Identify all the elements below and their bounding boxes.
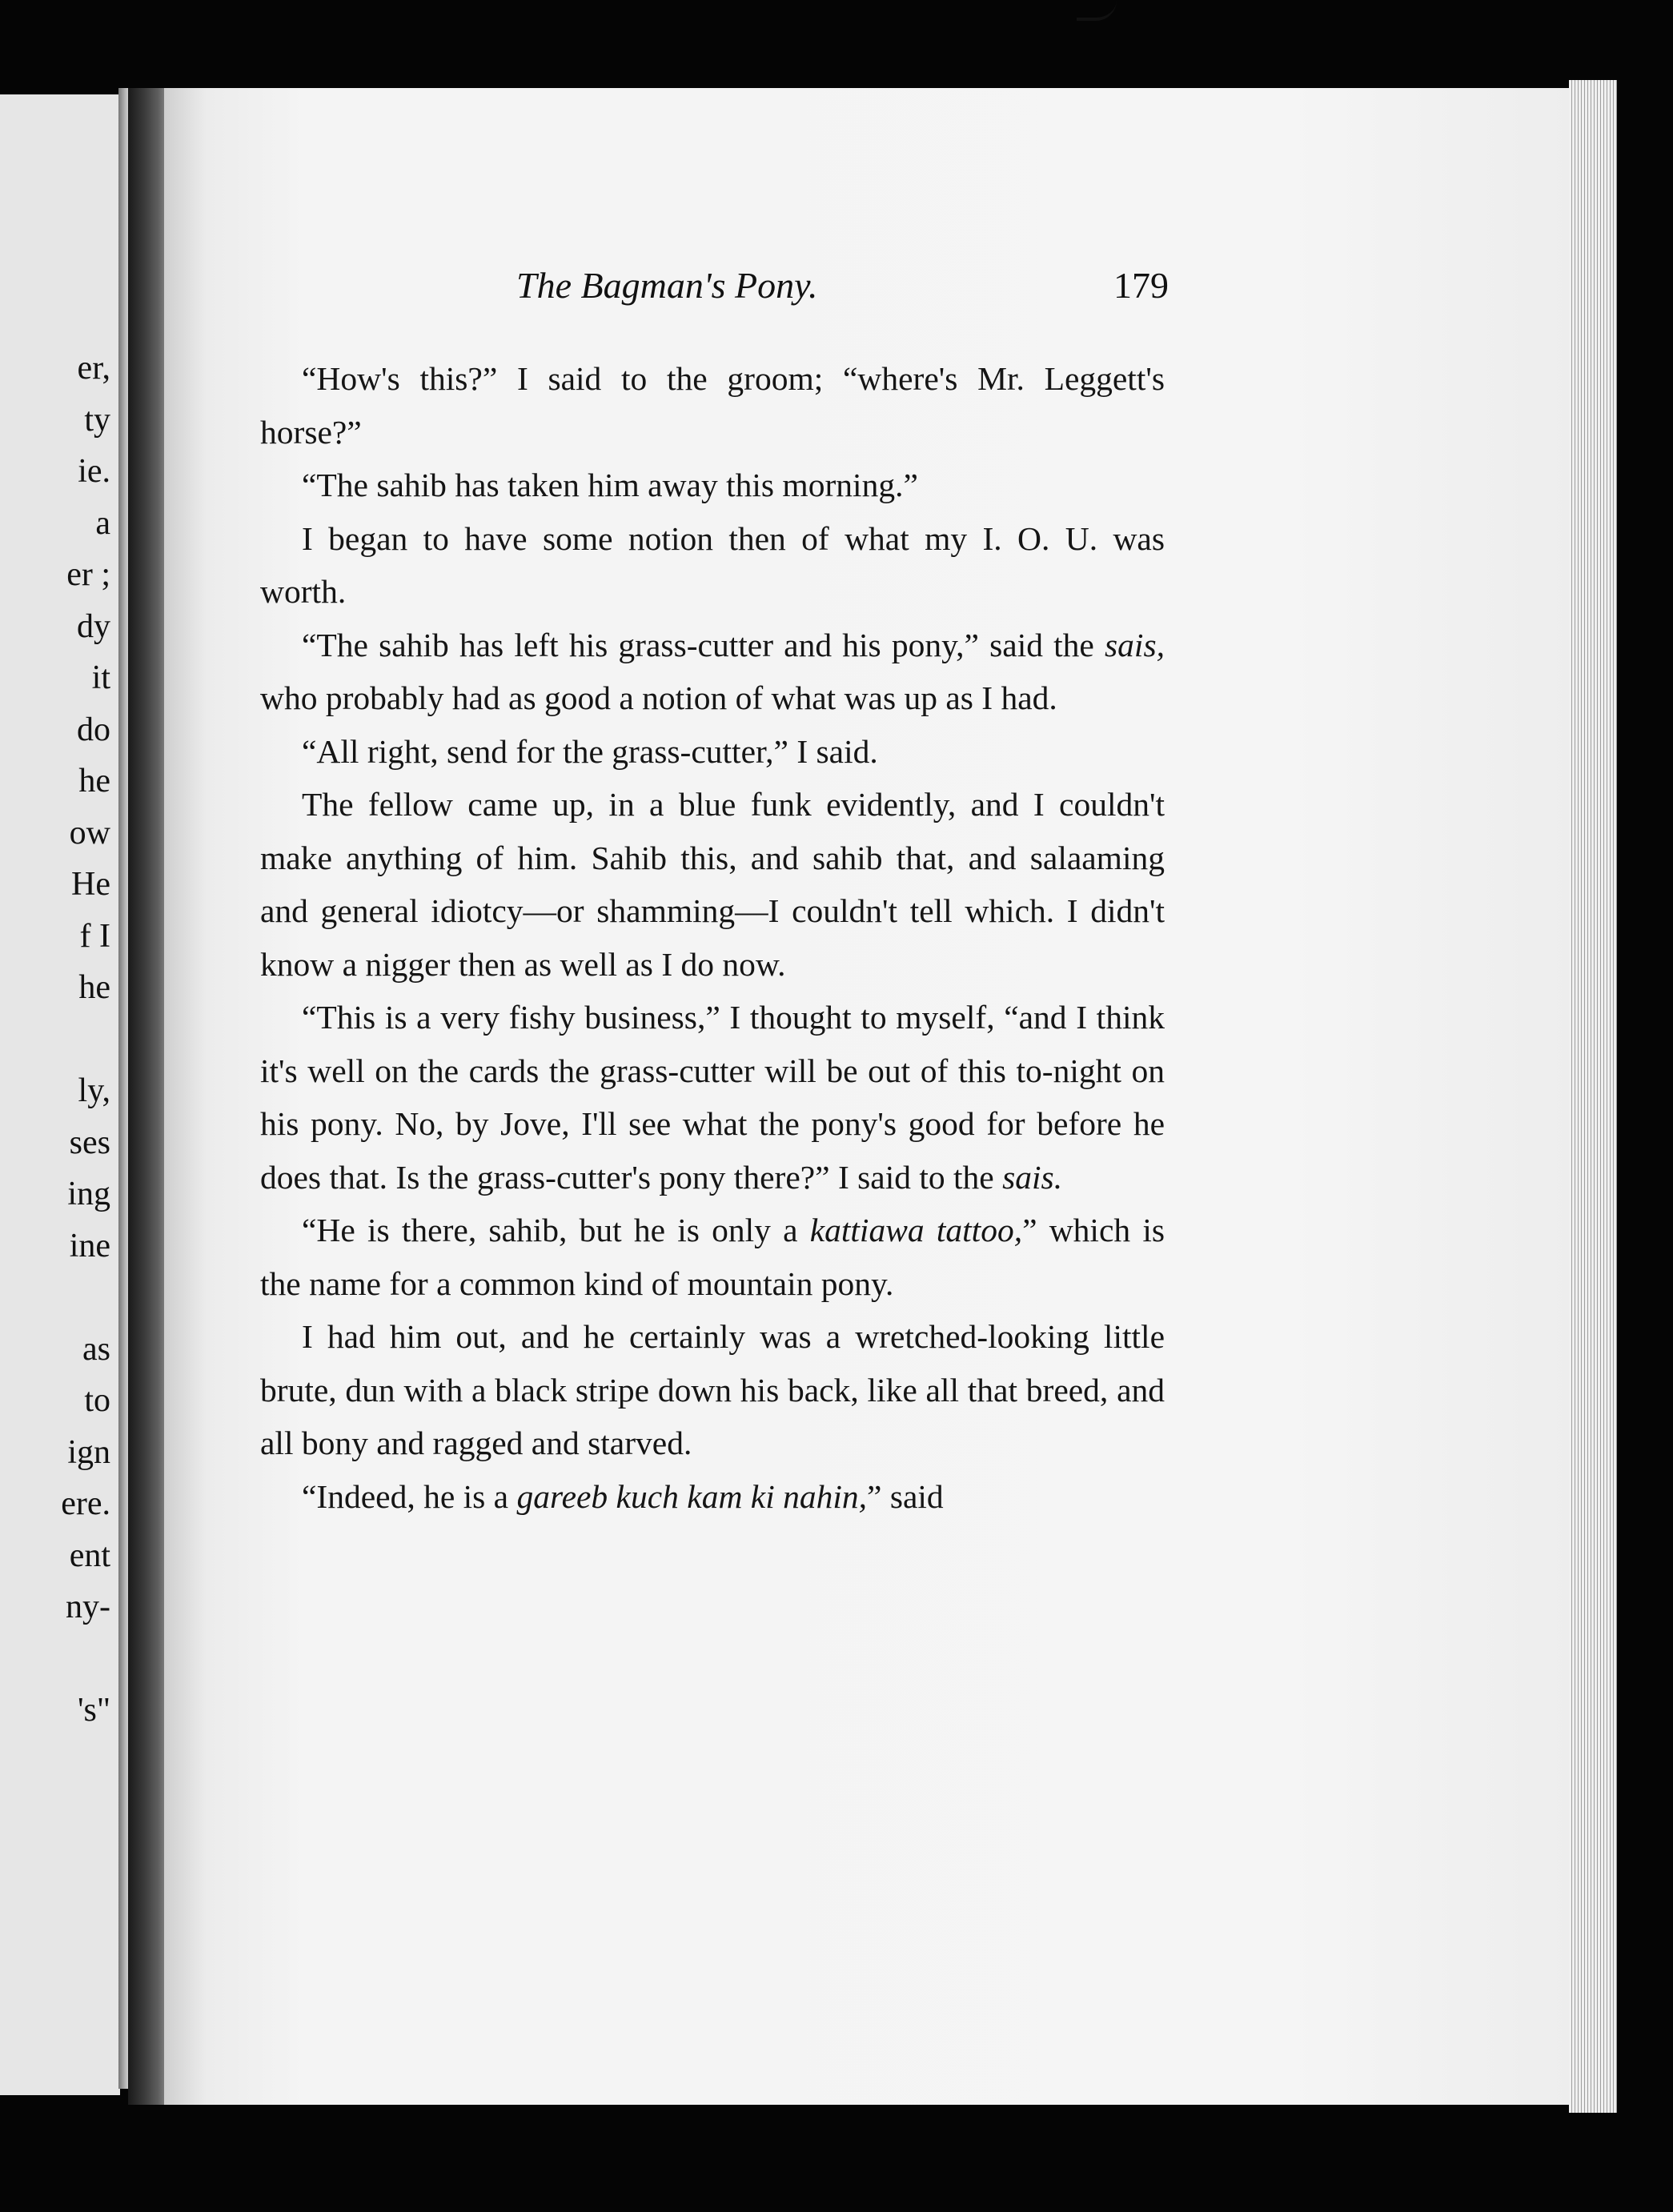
previous-page-fragment: ing xyxy=(67,1176,110,1212)
previous-page-fragment: ty xyxy=(84,401,110,439)
text-run: “He is there, sahib, but he is only a xyxy=(302,1212,810,1248)
previous-page-fragment xyxy=(61,1014,110,1066)
previous-page-fragment: er ; xyxy=(66,556,110,593)
italic-text: kattiawa tattoo, xyxy=(809,1212,1023,1248)
paragraph xyxy=(260,778,1165,991)
paragraph xyxy=(260,352,1165,459)
previous-page-fragment: he xyxy=(78,969,110,1006)
previous-page-line-ends xyxy=(61,343,110,1737)
previous-page-fragment: ign xyxy=(67,1433,110,1471)
text-run: I began to have some notion then of what my I. O. U. was worth. xyxy=(260,519,1165,610)
text-run: “The sahib has left his grass-cutter and his pony,” said the xyxy=(302,626,1105,663)
text-run: who probably had as good a notion of what was up as I had. xyxy=(260,679,1057,716)
paragraph xyxy=(260,991,1165,1204)
scan-mark xyxy=(1077,0,1117,21)
previous-page-fragment: he xyxy=(78,763,110,799)
previous-page-fragment: er, xyxy=(77,350,110,387)
previous-page-fragment: 's" xyxy=(77,1692,110,1729)
previous-page-fragment: ly, xyxy=(78,1072,110,1109)
paragraph xyxy=(260,1204,1165,1310)
previous-page-fragment: f I xyxy=(79,917,110,955)
paragraph xyxy=(260,1310,1165,1470)
text-run: “This is a very fishy business,” I thought to myself, “and I think it's well on the cards the grass-cutter will be out of this to-night on his pony. No, by Jove, I'll see what the pony's good for before he does that. Is the grass-cutter's pony there?” I said to the xyxy=(260,999,1165,1196)
text-run: I had him out, and he certainly was a wretched-looking little brute, dun with a black stripe down his back, like all that breed, and all bony and ragged and starved. xyxy=(260,1318,1165,1461)
previous-page-fragment: as xyxy=(82,1330,110,1368)
text-run: “The sahib has taken him away this morning.” xyxy=(302,467,918,503)
previous-page-fragment: it xyxy=(91,659,110,696)
paragraph xyxy=(260,459,1165,512)
previous-page-fragment: ses xyxy=(69,1124,110,1161)
previous-page-fragment: ny- xyxy=(66,1589,110,1625)
previous-page-fragment: dy xyxy=(77,607,110,645)
previous-page-fragment xyxy=(61,1633,110,1685)
page-number: 179 xyxy=(1113,265,1169,306)
text-run: “All right, send for the grass-cutter,” I said. xyxy=(302,732,878,770)
previous-page-fragment: do xyxy=(77,711,110,748)
paragraph xyxy=(260,725,1165,779)
text-run: “Indeed, he is a xyxy=(302,1477,517,1515)
book-gutter xyxy=(128,88,168,2105)
italic-text: sais, xyxy=(1105,626,1165,663)
italic-text: gareeb kuch kam ki nahin, xyxy=(516,1477,868,1515)
text-run: The fellow came up, in a blue funk evidently, and I couldn't make anything of him. Sahib this, and sahib that, and salaaming and general idiotcy—or shamming—I couldn't tell which. I didn't know a nigger then as well as I do now. xyxy=(260,786,1165,983)
paragraph xyxy=(260,512,1165,619)
previous-page-fragment: ent xyxy=(69,1537,110,1574)
running-header xyxy=(264,264,1169,320)
previous-page-fragment: to xyxy=(84,1382,110,1419)
previous-page-fragment: ow xyxy=(69,814,110,852)
previous-page-fragment: ere. xyxy=(61,1485,110,1522)
text-run: “How's this?” I said to the groom; “where's Mr. Leggett's horse?” xyxy=(260,360,1165,451)
previous-page-fragment xyxy=(61,1272,110,1324)
previous-page-fragment: a xyxy=(95,504,110,542)
page-fore-edge xyxy=(1569,80,1617,2113)
text-run: ” which is the name for a common kind of mountain pony. xyxy=(260,1212,1165,1302)
previous-page-edge xyxy=(0,94,120,2095)
previous-page-fragment: ine xyxy=(69,1227,110,1264)
paragraph xyxy=(260,619,1165,725)
italic-text: sais. xyxy=(1002,1158,1063,1196)
paragraph xyxy=(260,1470,1165,1524)
body-text xyxy=(260,352,1165,1523)
running-title: The Bagman's Pony. xyxy=(516,265,818,306)
text-run: ” said xyxy=(867,1477,944,1515)
previous-page-fragment: ie. xyxy=(78,453,110,490)
previous-page-fragment: He xyxy=(71,866,110,903)
